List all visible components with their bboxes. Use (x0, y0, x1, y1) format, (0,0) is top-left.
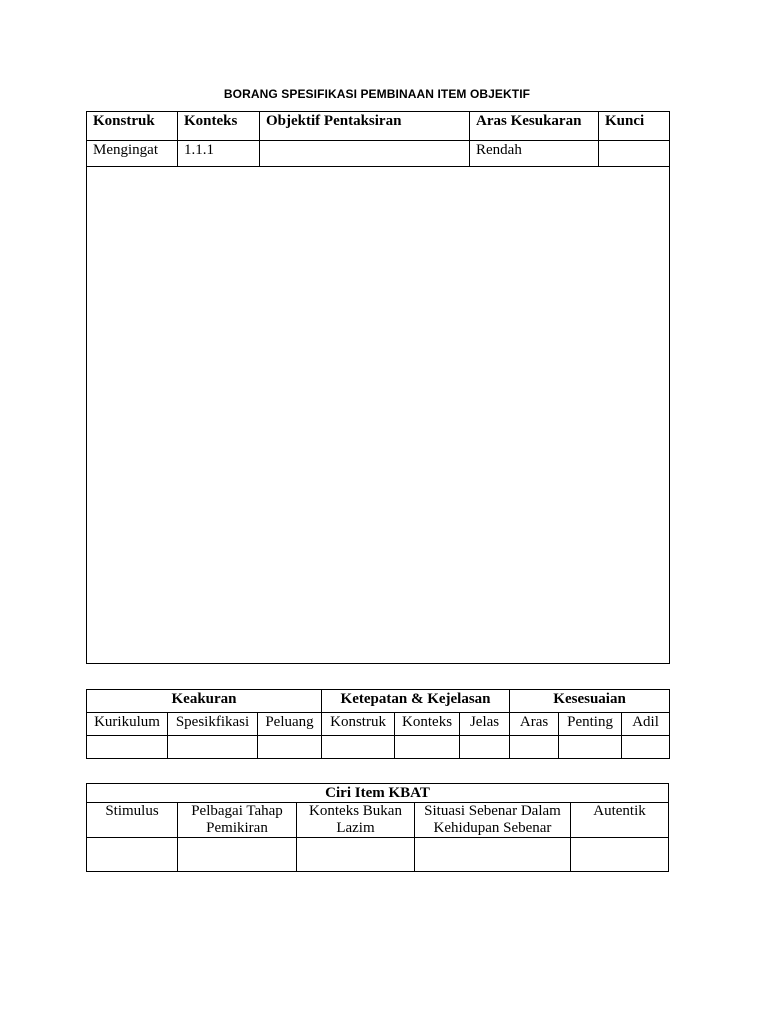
item-content-row (87, 167, 670, 664)
input-situasi-sebenar[interactable] (415, 838, 571, 872)
kbat-input-row (87, 838, 669, 872)
col-jelas: Jelas (460, 713, 510, 736)
header-konstruk: Konstruk (87, 112, 178, 141)
input-kurikulum[interactable] (87, 736, 168, 759)
input-konteks[interactable] (395, 736, 460, 759)
col-adil: Adil (622, 713, 670, 736)
kbat-title-row (87, 784, 669, 803)
input-autentik[interactable] (571, 838, 669, 872)
input-jelas[interactable] (460, 736, 510, 759)
cell-konstruk[interactable]: Mengingat (87, 141, 178, 167)
col-aras: Aras (510, 713, 559, 736)
input-konstruk[interactable] (322, 736, 395, 759)
col-peluang: Peluang (258, 713, 322, 736)
input-penting[interactable] (559, 736, 622, 759)
quality-table (86, 689, 670, 759)
header-kunci: Kunci (599, 112, 670, 141)
item-content-area[interactable] (87, 167, 670, 664)
quality-group-row (87, 690, 670, 713)
col-situasi-sebenar: Situasi Sebenar Dalam Kehidupan Sebenar (415, 803, 571, 838)
kbat-column-row (87, 803, 669, 838)
cell-aras[interactable]: Rendah (470, 141, 599, 167)
group-keakuran: Keakuran (87, 690, 322, 713)
spec-table (86, 111, 670, 664)
cell-konteks[interactable]: 1.1.1 (178, 141, 260, 167)
header-aras: Aras Kesukaran (470, 112, 599, 141)
col-kurikulum: Kurikulum (87, 713, 168, 736)
kbat-title: Ciri Item KBAT (87, 784, 669, 803)
col-penting: Penting (559, 713, 622, 736)
quality-input-row (87, 736, 670, 759)
col-autentik: Autentik (571, 803, 669, 838)
group-kesesuaian: Kesesuaian (510, 690, 670, 713)
quality-column-row (87, 713, 670, 736)
form-title: BORANG SPESIFIKASI PEMBINAAN ITEM OBJEKTIF (223, 87, 531, 101)
header-konteks: Konteks (178, 112, 260, 141)
col-konteks-bukan-lazim: Konteks Bukan Lazim (297, 803, 415, 838)
input-konteks-bukan-lazim[interactable] (297, 838, 415, 872)
input-peluang[interactable] (258, 736, 322, 759)
group-ketepatan: Ketepatan & Kejelasan (322, 690, 510, 713)
cell-objektif[interactable] (260, 141, 470, 167)
col-spesikfikasi: Spesikfikasi (168, 713, 258, 736)
col-konstruk: Konstruk (322, 713, 395, 736)
col-pelbagai-tahap: Pelbagai Tahap Pemikiran (178, 803, 297, 838)
input-stimulus[interactable] (87, 838, 178, 872)
cell-kunci[interactable] (599, 141, 670, 167)
kbat-table (86, 783, 669, 872)
spec-header-row (87, 112, 670, 141)
input-pelbagai-tahap[interactable] (178, 838, 297, 872)
col-stimulus: Stimulus (87, 803, 178, 838)
input-adil[interactable] (622, 736, 670, 759)
spec-data-row (87, 141, 670, 167)
col-konteks: Konteks (395, 713, 460, 736)
input-aras[interactable] (510, 736, 559, 759)
input-spesikfikasi[interactable] (168, 736, 258, 759)
header-objektif: Objektif Pentaksiran (260, 112, 470, 141)
